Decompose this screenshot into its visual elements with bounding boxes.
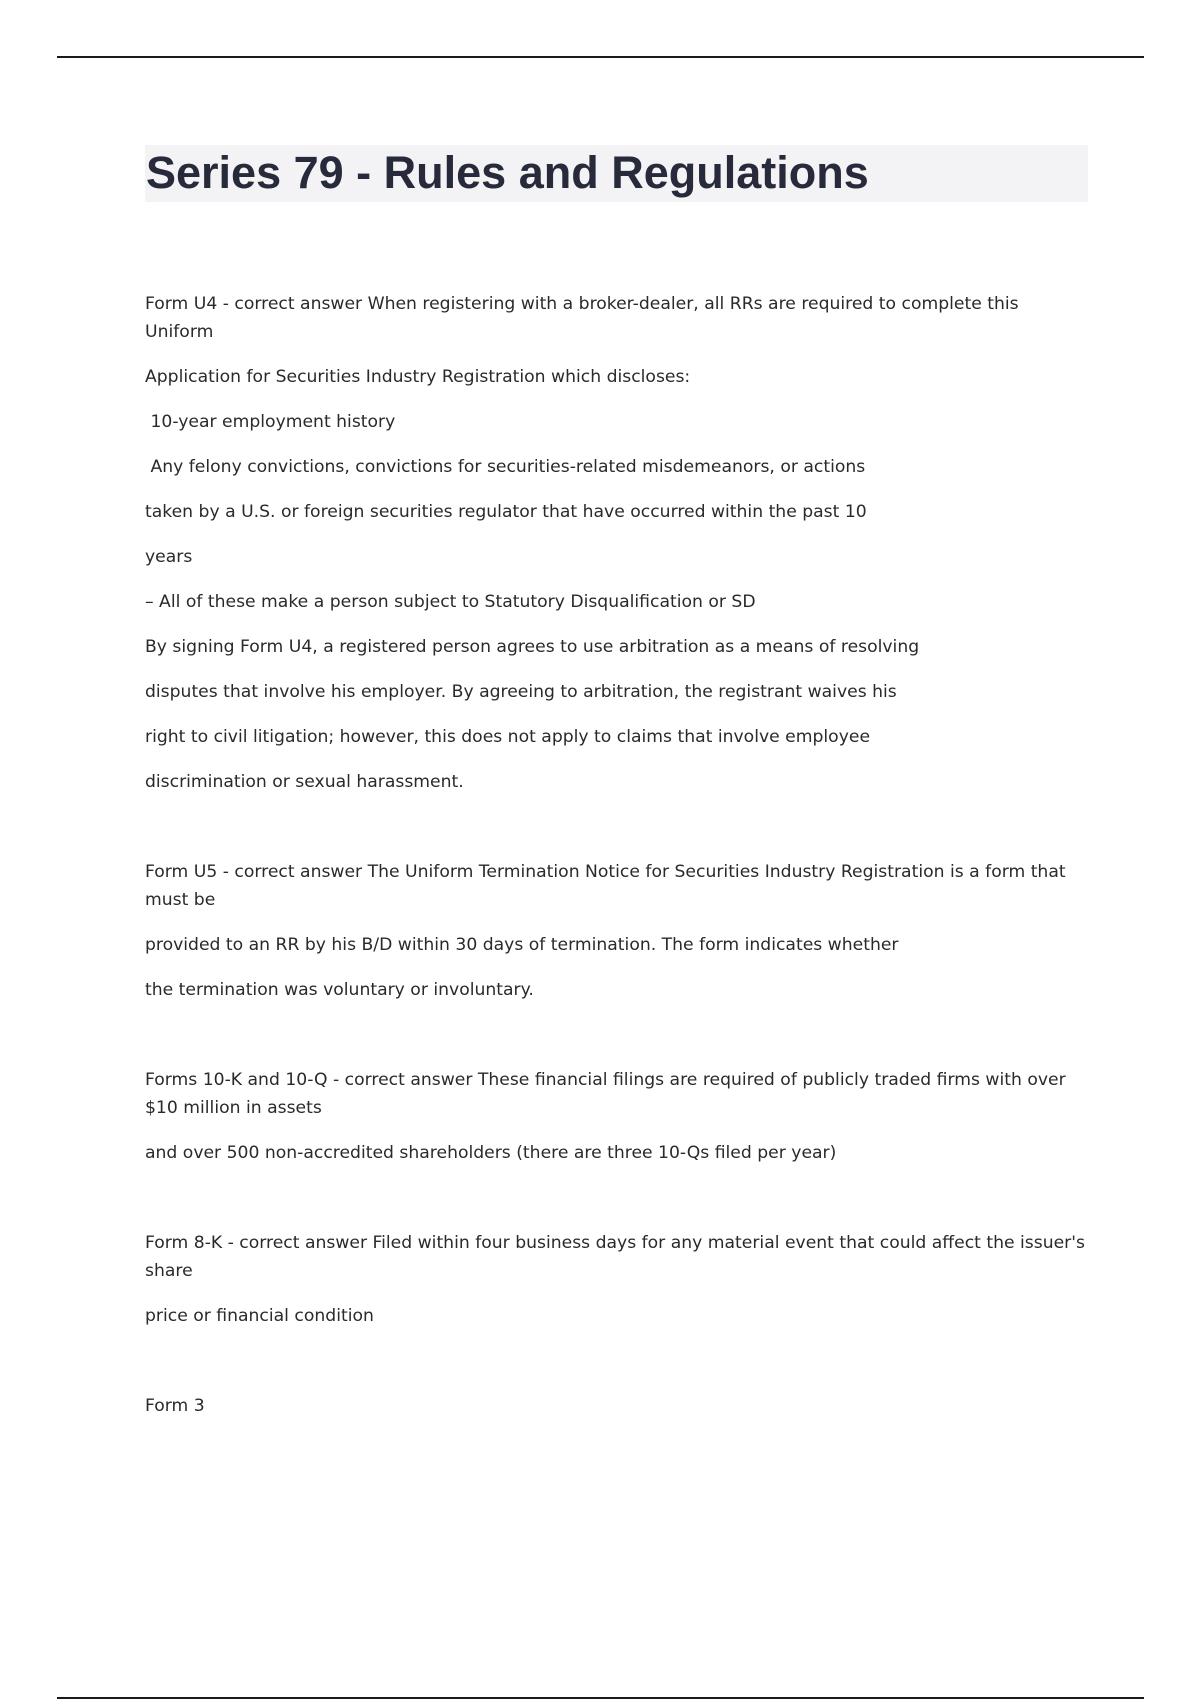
bottom-rule <box>57 1697 1144 1699</box>
text-line: provided to an RR by his B/D within 30 days of termination. The form indicates whether <box>145 935 899 955</box>
text-line: the termination was voluntary or involuntary. <box>145 980 534 1000</box>
text-line: and over 500 non-accredited shareholders (there are three 10-Qs filed per year) <box>145 1143 837 1163</box>
entry-form-3 <box>145 1392 1090 1420</box>
document-body <box>145 290 1090 1420</box>
text-line: taken by a U.S. or foreign securities regulator that have occurred within the past 10 <box>145 502 867 522</box>
top-rule <box>57 56 1144 58</box>
text-line: – All of these make a person subject to Statutory Disqualification or SD <box>145 592 756 612</box>
text-line: Form 3 <box>145 1396 205 1416</box>
text-line: Form U5 - correct answer The Uniform Termination Notice for Securities Industry Registration is a form that must be <box>145 862 1072 910</box>
text-line: Application for Securities Industry Registration which discloses: <box>145 367 691 387</box>
text-line: Form 8-K - correct answer Filed within four business days for any material event that could affect the issuer's share <box>145 1233 1091 1281</box>
entry-forms-10k-10q <box>145 1066 1090 1167</box>
text-line: Any felony convictions, convictions for securities-related misdemeanors, or actions <box>145 457 866 477</box>
text-line: By signing Form U4, a registered person agrees to use arbitration as a means of resolving <box>145 637 920 657</box>
text-line: Form U4 - correct answer When registering with a broker-dealer, all RRs are required to complete this Uniform <box>145 294 1025 342</box>
entry-form-u5 <box>145 858 1090 1004</box>
text-line: right to civil litigation; however, this does not apply to claims that involve employee <box>145 727 871 747</box>
text-line: discrimination or sexual harassment. <box>145 772 464 792</box>
text-line: 10-year employment history <box>145 412 396 432</box>
text-line: years <box>145 547 193 567</box>
text-line: disputes that involve his employer. By agreeing to arbitration, the registrant waives his <box>145 682 897 702</box>
text-line: Forms 10-K and 10-Q - correct answer These financial filings are required of publicly traded firms with over $10 million in assets <box>145 1070 1072 1118</box>
entry-form-8k <box>145 1229 1090 1330</box>
text-line: price or financial condition <box>145 1306 374 1326</box>
entry-form-u4 <box>145 290 1090 796</box>
page-title: Series 79 - Rules and Regulations <box>146 147 869 198</box>
